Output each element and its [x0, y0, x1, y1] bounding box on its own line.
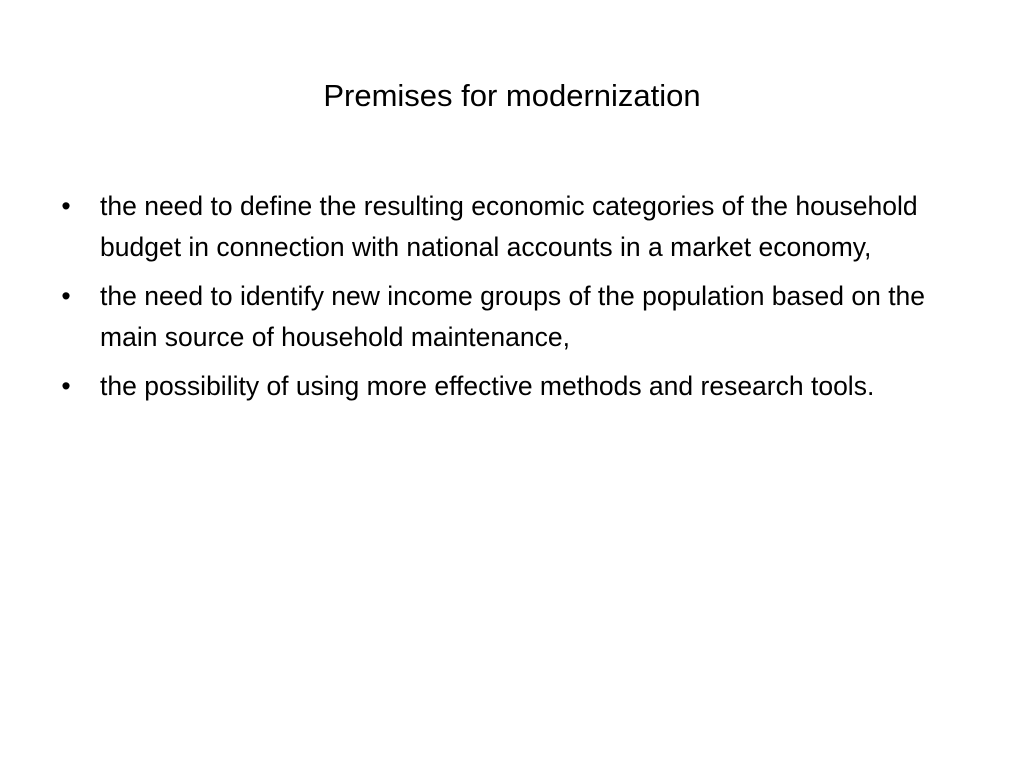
bullet-item: [56, 276, 956, 358]
bullet-item: [56, 186, 956, 268]
bullet-text: the need to identify new income groups of the population based on the main source of household maintenance,: [100, 281, 926, 352]
bullet-list: [56, 186, 956, 415]
bullet-icon: •: [61, 191, 71, 221]
bullet-text: the possibility of using more effective methods and research tools.: [100, 371, 875, 401]
bullet-icon: •: [61, 281, 71, 311]
bullet-item: [56, 366, 956, 407]
bullet-text: the need to define the resulting economic categories of the household budget in connection with national accounts in a market economy,: [100, 191, 918, 262]
slide-title: Premises for modernization: [323, 78, 701, 113]
bullet-icon: •: [61, 371, 71, 401]
